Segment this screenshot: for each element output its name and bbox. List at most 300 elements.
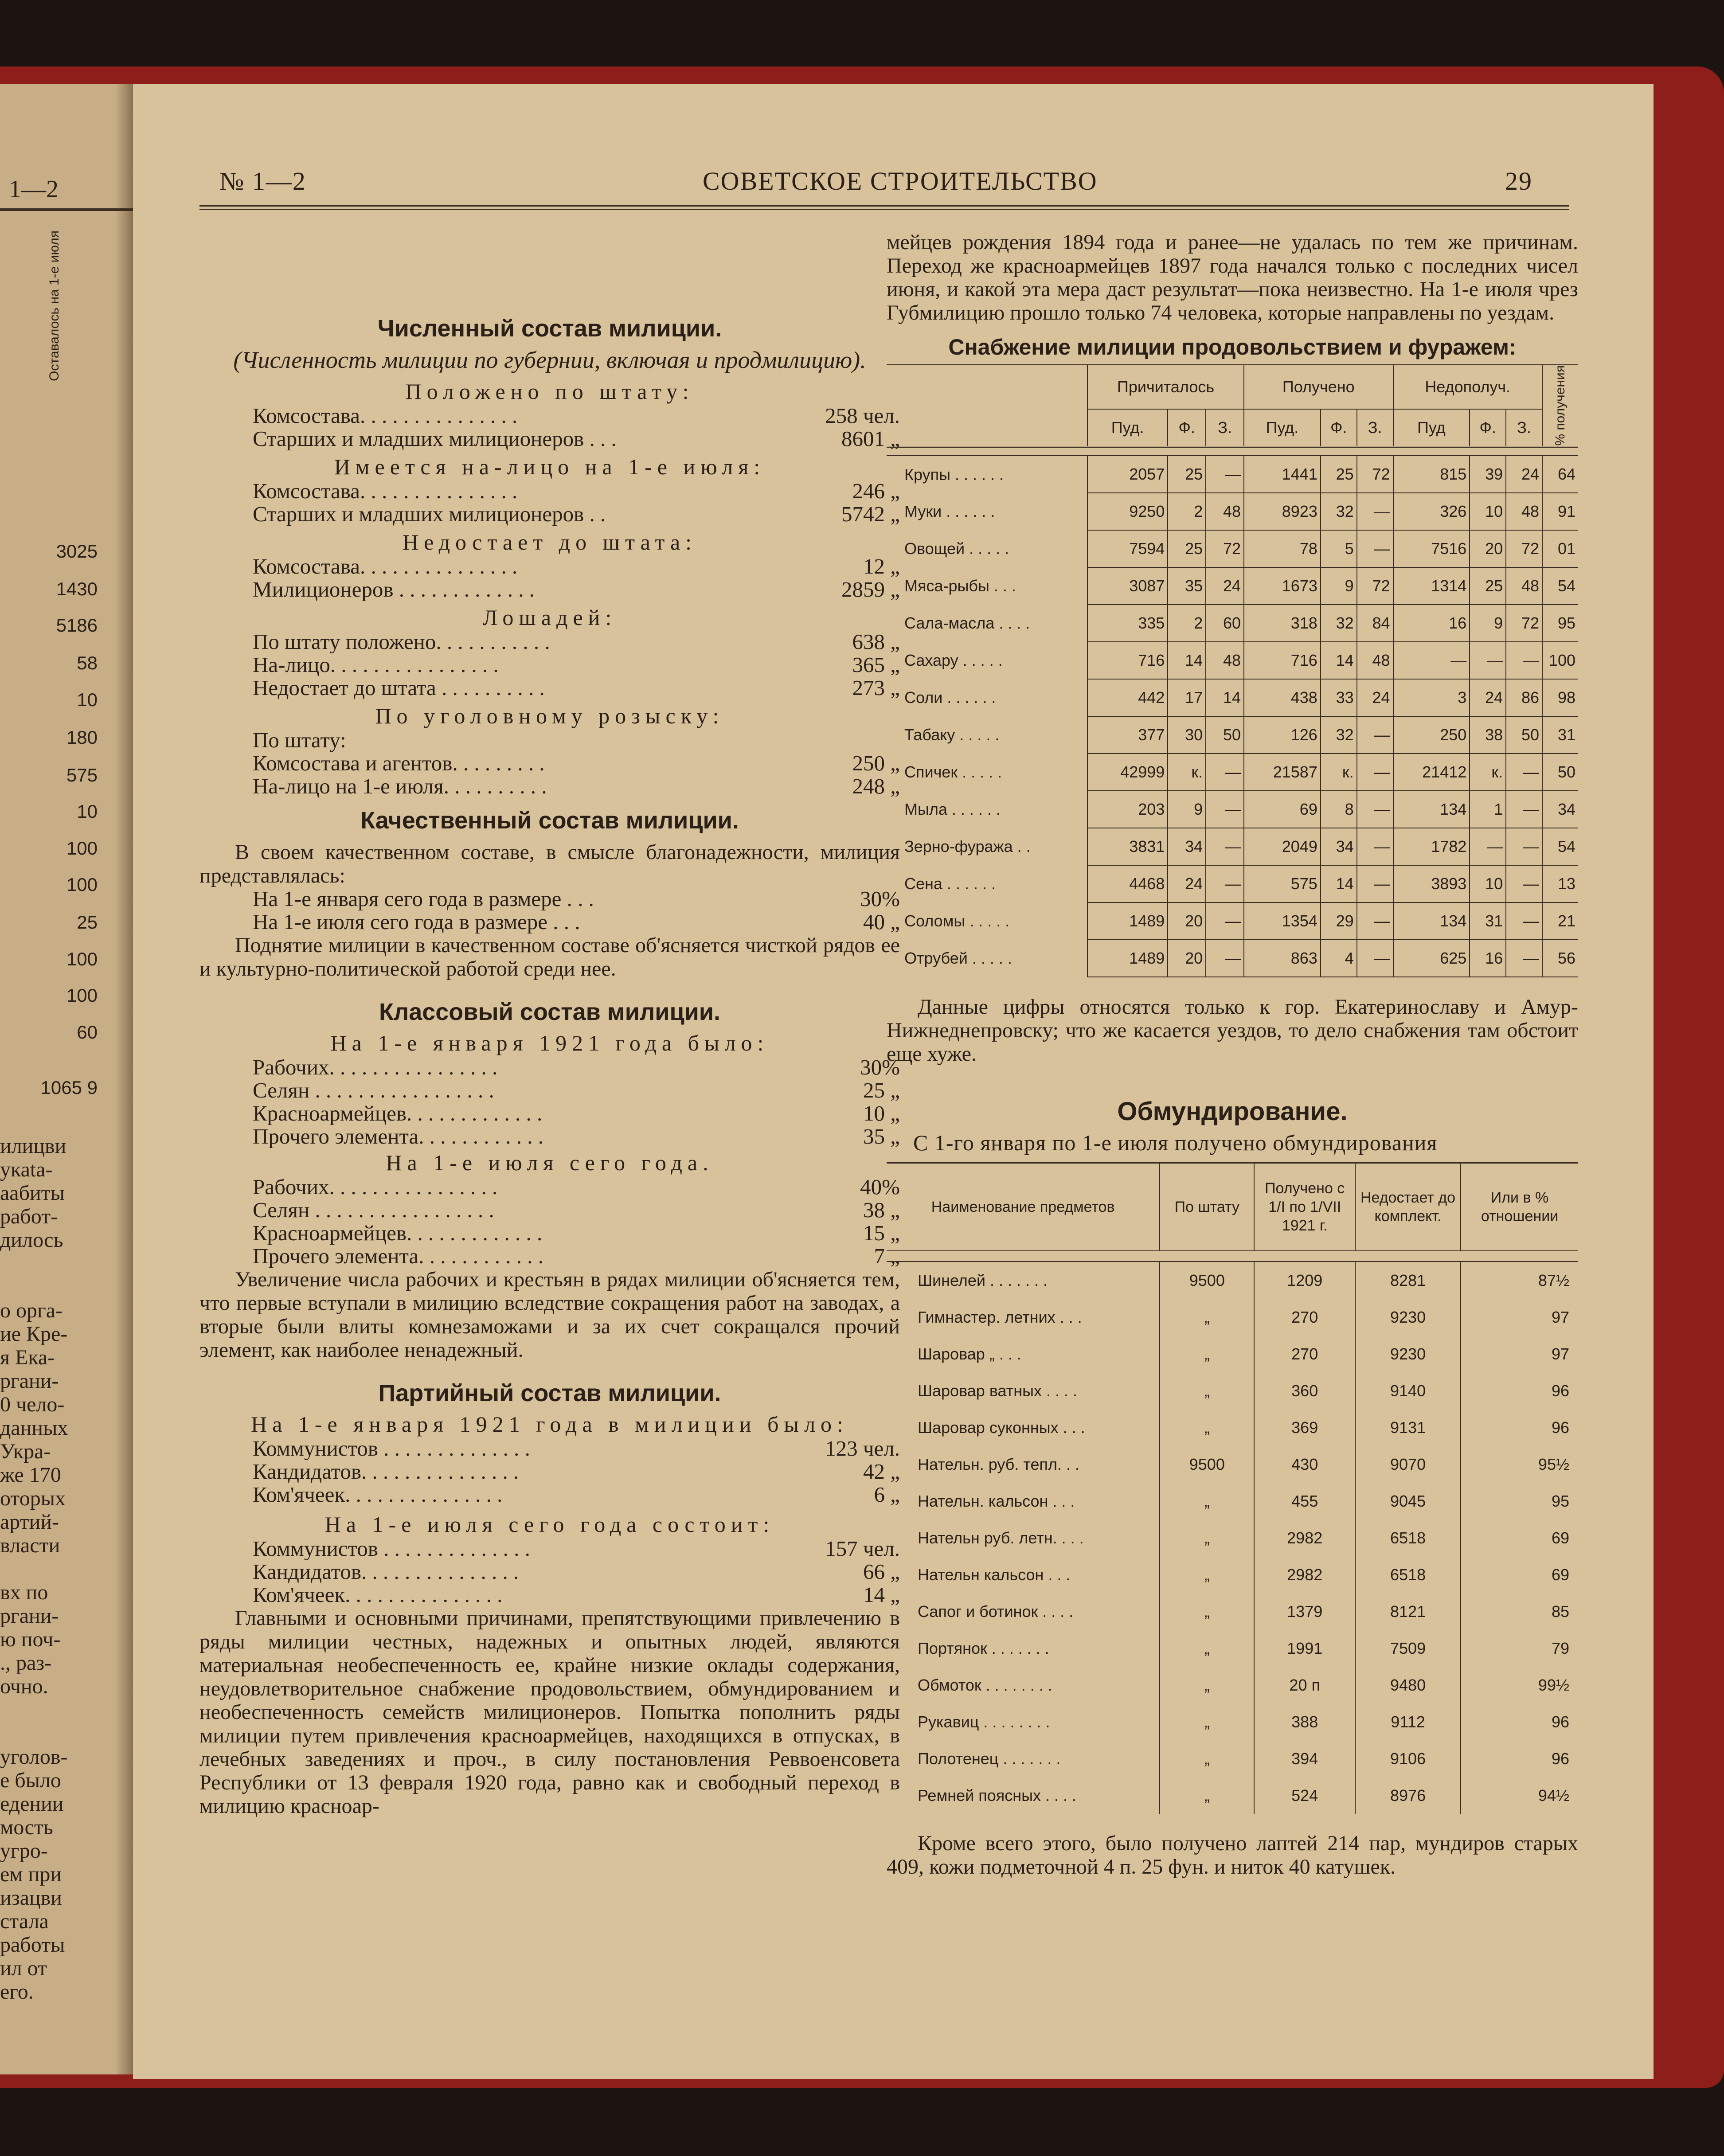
previous-page-fragment: вх по xyxy=(0,1581,48,1604)
table-cell: 430 xyxy=(1254,1446,1355,1483)
previous-page-fragment: едении xyxy=(0,1792,64,1816)
table-cell: — xyxy=(1206,456,1244,493)
table-cell: 33 xyxy=(1321,679,1357,716)
table-cell: — xyxy=(1206,902,1244,940)
table-cell: — xyxy=(1357,754,1393,791)
list-line xyxy=(199,1460,900,1483)
table-cell: 1489 xyxy=(1087,902,1168,940)
table-cell: — xyxy=(1206,791,1244,828)
previous-page-number: 58 xyxy=(77,652,98,673)
list-line xyxy=(199,1583,900,1606)
list-line xyxy=(199,910,900,933)
table-cell: 21 xyxy=(1542,902,1578,940)
table-cell: 438 xyxy=(1244,679,1321,716)
list-ugol xyxy=(199,752,900,798)
list-line xyxy=(199,1056,900,1079)
list-value: 10 „ xyxy=(863,1101,900,1125)
table-cell: к. xyxy=(1321,754,1357,791)
list-value: 42 „ xyxy=(863,1459,900,1484)
table-cell: — xyxy=(1206,828,1244,865)
row-name: Соли . . . . . . xyxy=(887,679,1087,716)
previous-page-fragment: ргани- xyxy=(0,1369,59,1393)
table-cell: 25 xyxy=(1321,456,1357,493)
table-cell: 48 xyxy=(1206,493,1244,530)
list-line xyxy=(199,1245,900,1268)
previous-page-number: 5186 xyxy=(56,615,98,636)
table-cell: 7509 xyxy=(1355,1630,1461,1667)
previous-page-fragment: о орга- xyxy=(0,1299,63,1322)
table-cell: 20 xyxy=(1168,902,1206,940)
unit-header: Пуд xyxy=(1393,409,1470,447)
row-name: Зерно-фуража . . xyxy=(887,828,1087,865)
row-name: Мяса-рыбы . . . xyxy=(887,567,1087,605)
row-name: Рукавиц . . . . . . . . xyxy=(887,1703,1160,1740)
table-row xyxy=(887,1777,1578,1814)
table-cell: 16 xyxy=(1393,605,1470,642)
table-cell: — xyxy=(1357,791,1393,828)
table-cell: 134 xyxy=(1393,791,1470,828)
table-cell: 388 xyxy=(1254,1703,1355,1740)
table-cell: 575 xyxy=(1244,865,1321,902)
table-cell: — xyxy=(1357,493,1393,530)
previous-page-fragment: его. xyxy=(0,1980,34,2004)
table-cell: 2049 xyxy=(1244,828,1321,865)
list-nalico xyxy=(199,480,900,526)
list-line xyxy=(199,1199,900,1222)
table-cell: 394 xyxy=(1254,1740,1355,1777)
table-cell: 69 xyxy=(1461,1556,1578,1593)
list-value: 2859 „ xyxy=(841,577,900,601)
table-cell: 96 xyxy=(1461,1703,1578,1740)
table-cell: 369 xyxy=(1254,1409,1355,1446)
table-cell: — xyxy=(1206,865,1244,902)
table-cell: 14 xyxy=(1321,642,1357,679)
section-title-numeric: Численный состав милиции. xyxy=(377,315,722,342)
table-cell: 20 п xyxy=(1254,1667,1355,1703)
table-cell: 87½ xyxy=(1461,1262,1578,1299)
list-value: 15 „ xyxy=(863,1221,900,1245)
subheading-horses: Лошадей: xyxy=(482,605,617,630)
table-cell: „ xyxy=(1160,1740,1254,1777)
table-cell: 94½ xyxy=(1461,1777,1578,1814)
list-value: 35 „ xyxy=(863,1124,900,1148)
table-cell: 69 xyxy=(1244,791,1321,828)
table-row xyxy=(887,1299,1578,1336)
table-cell: 9500 xyxy=(1160,1446,1254,1483)
list-line xyxy=(199,480,900,503)
unit-header: З. xyxy=(1357,409,1393,447)
section-title-quality: Качественный состав милиции. xyxy=(360,807,739,834)
table-cell: „ xyxy=(1160,1299,1254,1336)
table-cell: 85 xyxy=(1461,1593,1578,1630)
previous-page-fragment: дилось xyxy=(0,1228,63,1252)
table-cell: 50 xyxy=(1506,716,1542,754)
previous-page-number: 60 xyxy=(77,1022,98,1043)
table-cell: — xyxy=(1506,754,1542,791)
header-rule-thin xyxy=(199,209,1569,210)
table-cell: 96 xyxy=(1461,1740,1578,1777)
table-cell: 8923 xyxy=(1244,493,1321,530)
table-cell: „ xyxy=(1160,1372,1254,1409)
list-label: Милиционеров . . . . . . . . . . . . . xyxy=(253,578,535,601)
group-header: Причиталось xyxy=(1087,365,1244,409)
table-cell: 203 xyxy=(1087,791,1168,828)
section-title-party: Партийный состав милиции. xyxy=(378,1380,721,1406)
list-line xyxy=(199,887,900,910)
row-name: Шаровар суконных . . . xyxy=(887,1409,1160,1446)
table-cell: 7516 xyxy=(1393,530,1470,567)
table-cell: — xyxy=(1506,642,1542,679)
previous-page-number: 3025 xyxy=(56,541,98,562)
list-value: 273 „ xyxy=(852,676,900,700)
previous-page-fragment: уголов- xyxy=(0,1745,68,1769)
section-subtitle: (Численность милиции по губернии, включая и продмилицию). xyxy=(233,347,866,373)
spacer-row xyxy=(887,447,1578,456)
table-cell: 5 xyxy=(1321,530,1357,567)
previous-page-fragment: работ- xyxy=(0,1205,58,1228)
previous-page-fragment: ил от xyxy=(0,1957,47,1980)
previous-page-fragment: оторых xyxy=(0,1487,66,1510)
list-line xyxy=(199,1176,900,1199)
supply-table xyxy=(887,364,1578,977)
column-header: Наименование предметов xyxy=(887,1163,1160,1251)
table-cell: 1314 xyxy=(1393,567,1470,605)
list-value: 25 „ xyxy=(863,1078,900,1102)
table-cell: „ xyxy=(1160,1556,1254,1593)
table-cell: — xyxy=(1357,716,1393,754)
table-corner xyxy=(887,365,1087,447)
section-title-class: Классовый состав милиции. xyxy=(379,999,721,1025)
table-cell: 38 xyxy=(1470,716,1506,754)
table-cell: — xyxy=(1393,642,1470,679)
table-row xyxy=(887,1667,1578,1703)
table-cell: 270 xyxy=(1254,1299,1355,1336)
percent-header: % получения xyxy=(1553,365,1568,446)
table-cell: 14 xyxy=(1206,679,1244,716)
table-cell: „ xyxy=(1160,1630,1254,1667)
page-number: 29 xyxy=(1505,167,1532,195)
unit-header: Ф. xyxy=(1321,409,1357,447)
table-cell: 48 xyxy=(1357,642,1393,679)
row-name: Сапог и ботинок . . . . xyxy=(887,1593,1160,1630)
table-row xyxy=(887,1630,1578,1667)
table-cell: 31 xyxy=(1542,716,1578,754)
list-label: Коммунистов . . . . . . . . . . . . . . xyxy=(253,1537,530,1560)
table-cell: „ xyxy=(1160,1409,1254,1446)
table-cell: 54 xyxy=(1542,567,1578,605)
row-name: Портянок . . . . . . . xyxy=(887,1630,1160,1667)
table-cell: 9230 xyxy=(1355,1336,1461,1372)
table-cell: 14 xyxy=(1168,642,1206,679)
list-label: На 1-е января сего года в размере . . . xyxy=(253,887,594,910)
table-cell: — xyxy=(1206,940,1244,977)
row-name: Овощей . . . . . xyxy=(887,530,1087,567)
table-row xyxy=(887,1556,1578,1593)
page-shadow xyxy=(115,84,133,2074)
subheading-nedost: Недостает до штата: xyxy=(402,530,697,555)
list-class-jul xyxy=(199,1176,900,1268)
list-line xyxy=(199,1537,900,1560)
list-line xyxy=(199,1125,900,1148)
table-cell: 99½ xyxy=(1461,1667,1578,1703)
table-cell: 72 xyxy=(1506,605,1542,642)
table-cell: 72 xyxy=(1206,530,1244,567)
previous-page-fragment: данных xyxy=(0,1416,68,1440)
previous-page-fragment: изацви xyxy=(0,1886,62,1910)
list-label: Селян . . . . . . . . . . . . . . . . . xyxy=(253,1079,494,1102)
previous-page-fragment: ем при xyxy=(0,1863,62,1886)
table-cell: 10 xyxy=(1470,865,1506,902)
running-header xyxy=(202,166,1567,197)
subheading-jul: На 1-е июля сего года. xyxy=(386,1150,714,1175)
list-line xyxy=(199,775,900,798)
table-cell: 21587 xyxy=(1244,754,1321,791)
table-cell: 96 xyxy=(1461,1409,1578,1446)
list-value: 38 „ xyxy=(863,1198,900,1222)
list-label: Комсостава и агентов. . . . . . . . . xyxy=(253,752,545,775)
list-label: Красноармейцев. . . . . . . . . . . . . xyxy=(253,1222,543,1245)
previous-page xyxy=(0,84,133,2074)
table-cell: 1 xyxy=(1470,791,1506,828)
table-row xyxy=(887,902,1578,940)
table-cell: 2982 xyxy=(1254,1519,1355,1556)
list-value: 638 „ xyxy=(852,629,900,654)
table-cell: — xyxy=(1357,828,1393,865)
table-cell: 1489 xyxy=(1087,940,1168,977)
table-cell: 3087 xyxy=(1087,567,1168,605)
supply-body xyxy=(887,456,1578,977)
table-cell: 24 xyxy=(1470,679,1506,716)
column-header: Или в % отношении xyxy=(1461,1163,1578,1251)
table-cell: к. xyxy=(1470,754,1506,791)
list-line xyxy=(199,1560,900,1583)
list-party-jul xyxy=(199,1537,900,1606)
previous-page-number: 100 xyxy=(66,874,98,895)
table-row xyxy=(887,493,1578,530)
table-row xyxy=(887,1483,1578,1519)
table-row xyxy=(887,1372,1578,1409)
previous-page-fragment: ргани- xyxy=(0,1604,59,1628)
table-row xyxy=(887,567,1578,605)
previous-page-fragment: ие Кре- xyxy=(0,1322,68,1346)
table-cell: 39 xyxy=(1470,456,1506,493)
list-label: Кандидатов. . . . . . . . . . . . . . . xyxy=(253,1560,519,1583)
supply-title: Снабжение милиции продовольствием и фуражем: xyxy=(948,335,1517,359)
list-line xyxy=(199,427,900,450)
table-cell: 16 xyxy=(1470,940,1506,977)
table-cell: 50 xyxy=(1206,716,1244,754)
table-cell: „ xyxy=(1160,1483,1254,1519)
table-cell: 4 xyxy=(1321,940,1357,977)
paragraph: В своем качественном составе, в смысле благонадежности, милиция представлялась: xyxy=(199,840,900,887)
table-cell: 34 xyxy=(1168,828,1206,865)
table-cell: 54 xyxy=(1542,828,1578,865)
row-name: Сахару . . . . . xyxy=(887,642,1087,679)
list-label: Красноармейцев. . . . . . . . . . . . . xyxy=(253,1102,543,1125)
table-cell: 1441 xyxy=(1244,456,1321,493)
row-name: Полотенец . . . . . . . xyxy=(887,1740,1160,1777)
previous-page-number: 1065 9 xyxy=(40,1077,98,1098)
previous-page-fragment: 0 чело- xyxy=(0,1393,65,1416)
table-cell: 95 xyxy=(1542,605,1578,642)
table-cell: 25 xyxy=(1470,567,1506,605)
table-cell: 50 xyxy=(1542,754,1578,791)
list-value: 258 чел. xyxy=(825,403,900,428)
table-cell: 24 xyxy=(1506,456,1542,493)
list-label: По штату: xyxy=(253,729,346,752)
previous-page-fragment: Укра- xyxy=(0,1440,51,1463)
list-line xyxy=(199,503,900,526)
uniform-subtitle: С 1-го января по 1-е июля получено обмундирования xyxy=(913,1130,1438,1155)
paragraph: Увеличение числа рабочих и крестьян в рядах милиции об'ясняется тем, что первые вступали в милицию вследствие сокращения работ на заводах, а вторые были влиты комнезаможами и за их счет сокращался прочий элемент, как наиболее ненадежный. xyxy=(199,1268,900,1362)
uniform-body xyxy=(887,1262,1578,1814)
table-cell: 91 xyxy=(1542,493,1578,530)
row-name: Шаровар ватных . . . . xyxy=(887,1372,1160,1409)
list-value: 157 чел. xyxy=(825,1536,900,1561)
table-row xyxy=(887,679,1578,716)
table-cell: — xyxy=(1506,940,1542,977)
table-cell: 9230 xyxy=(1355,1299,1461,1336)
previous-page-fragment: артий- xyxy=(0,1510,59,1534)
table-row xyxy=(887,605,1578,642)
table-cell: 377 xyxy=(1087,716,1168,754)
table-cell: 360 xyxy=(1254,1372,1355,1409)
paragraph: Поднятие милиции в качественном составе об'ясняется чисткой рядов ее и культурно-политической работой среди нее. xyxy=(199,933,900,980)
list-label: Комсостава. . . . . . . . . . . . . . . xyxy=(253,404,518,427)
table-row xyxy=(887,530,1578,567)
table-row xyxy=(887,456,1578,493)
uniform-title: Обмундирование. xyxy=(1117,1097,1348,1126)
table-cell: 1379 xyxy=(1254,1593,1355,1630)
column-header: Недостает до комплект. xyxy=(1355,1163,1461,1251)
table-cell: „ xyxy=(1160,1703,1254,1740)
list-value: 6 „ xyxy=(874,1482,900,1507)
previous-page-fragment: стала xyxy=(0,1910,49,1933)
previous-page-fragment: мость xyxy=(0,1816,53,1839)
list-quality xyxy=(199,887,900,933)
spacer-cell xyxy=(887,447,1578,456)
table-cell: 98 xyxy=(1542,679,1578,716)
list-line xyxy=(199,653,900,676)
previous-page-column-header: Оставалось на 1-е июля xyxy=(47,230,62,381)
list-nedost xyxy=(199,555,900,601)
table-cell: 60 xyxy=(1206,605,1244,642)
table-row xyxy=(887,1519,1578,1556)
table-cell: 24 xyxy=(1357,679,1393,716)
previous-page-fragment: aабиты xyxy=(0,1181,65,1205)
table-cell: 6518 xyxy=(1355,1519,1461,1556)
table-cell: 9112 xyxy=(1355,1703,1461,1740)
table-row xyxy=(887,1593,1578,1630)
list-value: 66 „ xyxy=(863,1559,900,1584)
table-cell: 32 xyxy=(1321,493,1357,530)
table-row xyxy=(887,828,1578,865)
table-cell: „ xyxy=(1160,1593,1254,1630)
table-cell: 9070 xyxy=(1355,1446,1461,1483)
table-cell: 9140 xyxy=(1355,1372,1461,1409)
list-line xyxy=(199,1222,900,1245)
header-rule xyxy=(199,205,1569,207)
list-label: На-лицо. . . . . . . . . . . . . . . . xyxy=(253,653,499,676)
row-name: Ремней поясных . . . . xyxy=(887,1777,1160,1814)
table-row xyxy=(887,716,1578,754)
issue-number: № 1—2 xyxy=(219,167,306,195)
table-cell: 95 xyxy=(1461,1483,1578,1519)
table-cell: — xyxy=(1357,865,1393,902)
table-cell: 8976 xyxy=(1355,1777,1461,1814)
table-cell: 2057 xyxy=(1087,456,1168,493)
table-cell: 13 xyxy=(1542,865,1578,902)
table-cell: 9480 xyxy=(1355,1667,1461,1703)
list-line xyxy=(199,1483,900,1506)
table-cell: 24 xyxy=(1168,865,1206,902)
table-cell: 9250 xyxy=(1087,493,1168,530)
table-row xyxy=(887,791,1578,828)
table-cell: 24 xyxy=(1206,567,1244,605)
previous-page-number: 1430 xyxy=(56,578,98,599)
table-cell: 3 xyxy=(1393,679,1470,716)
table-cell: 84 xyxy=(1357,605,1393,642)
table-row xyxy=(887,940,1578,977)
previous-page-number: 100 xyxy=(66,985,98,1006)
subheading-party-jul: На 1-е июля сего года состоит: xyxy=(324,1512,775,1537)
table-cell: 20 xyxy=(1168,940,1206,977)
previous-page-number: 575 xyxy=(66,765,98,785)
row-name: Спичек . . . . . xyxy=(887,754,1087,791)
table-cell: „ xyxy=(1160,1667,1254,1703)
main-page xyxy=(133,84,1654,2079)
table-cell: 97 xyxy=(1461,1336,1578,1372)
list-label: Старших и младших милиционеров . . xyxy=(253,503,606,526)
list-horses xyxy=(199,630,900,699)
left-column xyxy=(199,235,900,1818)
table-cell: 9500 xyxy=(1160,1262,1254,1299)
unit-header: Ф. xyxy=(1168,409,1206,447)
table-cell: „ xyxy=(1160,1519,1254,1556)
table-cell: 72 xyxy=(1357,567,1393,605)
table-cell: 250 xyxy=(1393,716,1470,754)
subheading-party-jan: На 1-е января 1921 года в милиции было: xyxy=(251,1412,848,1437)
table-row xyxy=(887,1703,1578,1740)
previous-page-number: 180 xyxy=(66,727,98,748)
row-name: Шаровар „ . . . xyxy=(887,1336,1160,1372)
table-row xyxy=(887,1740,1578,1777)
table-cell: 78 xyxy=(1244,530,1321,567)
table-cell: 8281 xyxy=(1355,1262,1461,1299)
table-cell: 25 xyxy=(1168,530,1206,567)
previous-page-fragment: ю поч- xyxy=(0,1628,61,1651)
previous-page-number: 100 xyxy=(66,949,98,969)
previous-page-fragment: очно. xyxy=(0,1675,48,1698)
previous-page-fragment: е было xyxy=(0,1769,61,1792)
table-cell: 335 xyxy=(1087,605,1168,642)
table-cell: 17 xyxy=(1168,679,1206,716)
subheading-ugol: По уголовному розыску: xyxy=(375,703,724,728)
table-cell: 1782 xyxy=(1393,828,1470,865)
table-cell: 56 xyxy=(1542,940,1578,977)
table-cell: 134 xyxy=(1393,902,1470,940)
table-cell: — xyxy=(1506,865,1542,902)
table-cell: 96 xyxy=(1461,1372,1578,1409)
list-label: Ком'ячеек. . . . . . . . . . . . . . . xyxy=(253,1583,503,1606)
table-cell: 29 xyxy=(1321,902,1357,940)
table-cell: 3831 xyxy=(1087,828,1168,865)
table-cell: 31 xyxy=(1470,902,1506,940)
list-value: 365 „ xyxy=(852,652,900,677)
table-row xyxy=(887,865,1578,902)
list-line xyxy=(199,404,900,427)
uniform-header-row xyxy=(887,1163,1578,1251)
